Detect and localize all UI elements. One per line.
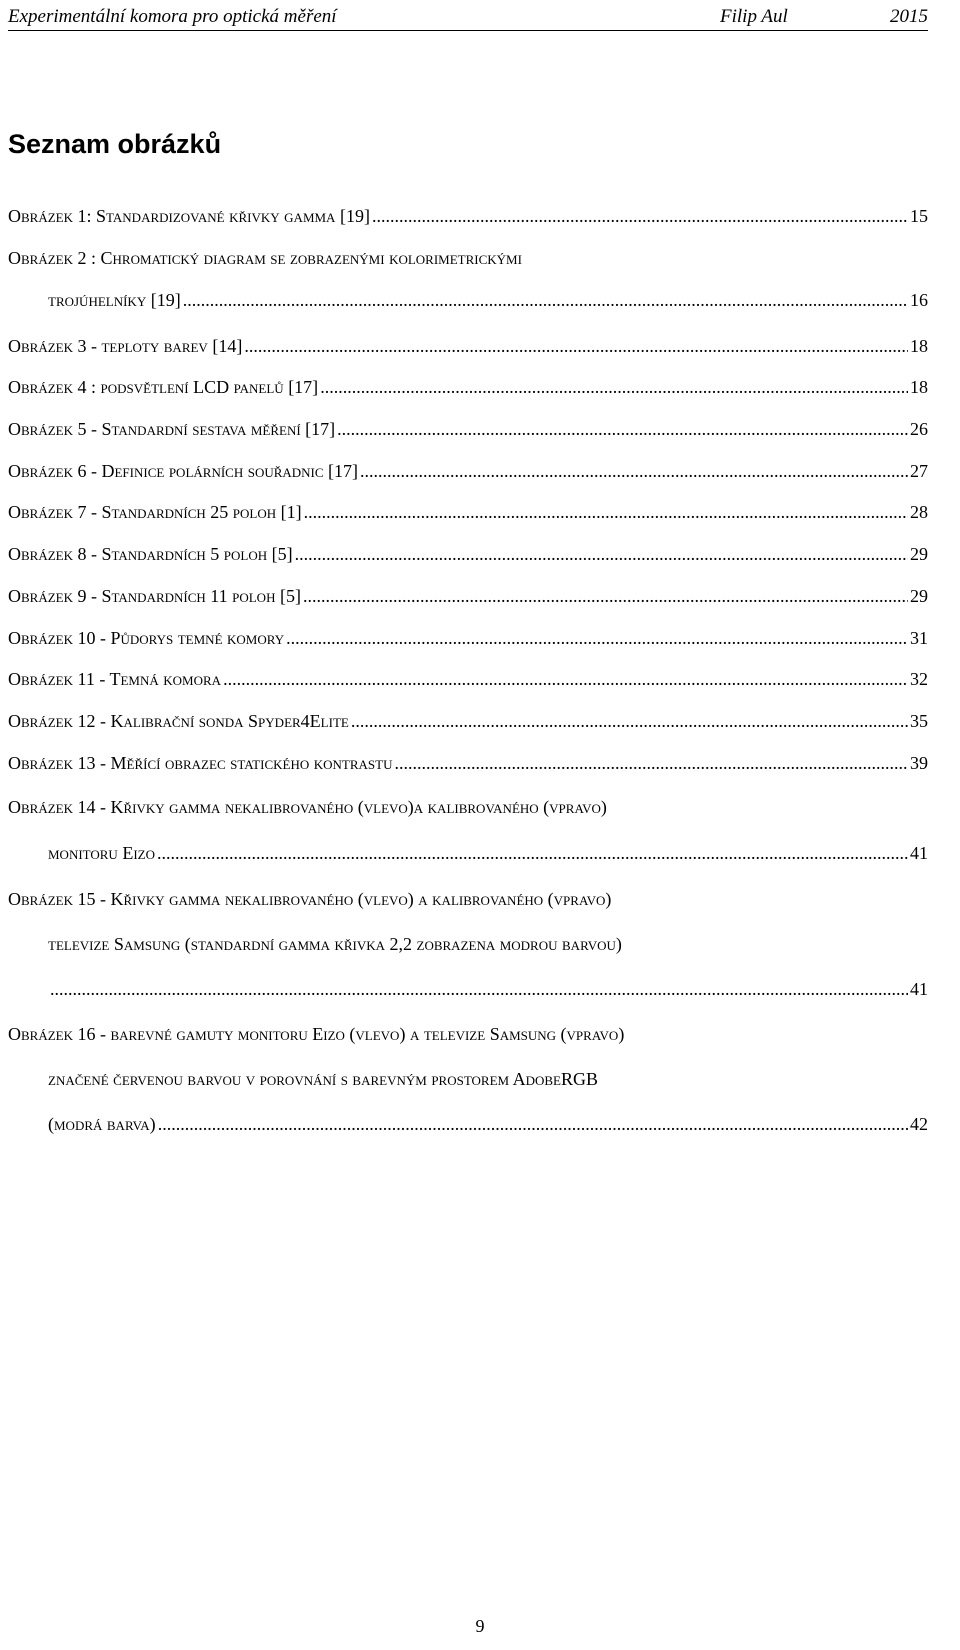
toc-entry-1[interactable]: Obrázek 1: Standardizované křivky gamma [19] ..... 15 [8, 201, 928, 231]
toc-entry-7[interactable]: Obrázek 7 - Standardních 25 poloh [1] ..... 28 [8, 497, 928, 527]
toc-entry-4[interactable]: Obrázek 4 : podsvětlení LCD panelů [17] ..... 18 [8, 372, 928, 402]
toc-entry-11[interactable]: Obrázek 11 - Temná komora ..... 32 [8, 664, 928, 694]
header-title: Experimentální komora pro optická měření [8, 6, 337, 27]
toc-entry-12[interactable]: Obrázek 12 - Kalibrační sonda Spyder4Elite ..... 35 [8, 706, 928, 736]
toc-entry-15-continued[interactable]: televize Samsung (standardní gamma křivka 2,2 zobrazena modrou barvou) [48, 934, 622, 954]
toc-entry-8[interactable]: Obrázek 8 - Standardních 5 poloh [5] ..... 29 [8, 539, 928, 569]
toc-entry-14-continued[interactable]: monitoru Eizo ..... 41 [48, 838, 928, 868]
toc-entry-10[interactable]: Obrázek 10 - Půdorys temné komory ..... 31 [8, 623, 928, 653]
header-author: Filip Aul [720, 6, 788, 27]
list-of-figures-heading: Seznam obrázků [8, 129, 222, 159]
toc-entry-2[interactable]: Obrázek 2 : Chromatický diagram se zobrazenými kolorimetrickými [8, 248, 522, 268]
toc-entry-15[interactable]: Obrázek 15 - Křivky gamma nekalibrovaného (vlevo) a kalibrovaného (vpravo) [8, 889, 612, 909]
header-year: 2015 [890, 6, 928, 27]
toc-entry-16-leader-line[interactable]: (modrá barva) ..... 42 [48, 1109, 928, 1139]
toc-entry-14[interactable]: Obrázek 14 - Křivky gamma nekalibrovaného (vlevo)a kalibrovaného (vpravo) [8, 797, 607, 817]
toc-entry-2-continued[interactable]: trojúhelníky [19] ..... 16 [48, 285, 928, 315]
toc-entry-3[interactable]: Obrázek 3 - teploty barev [14] ..... 18 [8, 331, 928, 361]
toc-entry-15-leader-line[interactable]: ..... 41 [48, 974, 928, 1004]
toc-entry-5[interactable]: Obrázek 5 - Standardní sestava měření [17] ..... 26 [8, 414, 928, 444]
running-header [8, 4, 928, 31]
toc-entry-9[interactable]: Obrázek 9 - Standardních 11 poloh [5] ..... 29 [8, 581, 928, 611]
page-number: 9 [475, 1616, 485, 1636]
toc-entry-13[interactable]: Obrázek 13 - Měřící obrazec statického kontrastu ..... 39 [8, 748, 928, 778]
toc-entry-6[interactable]: Obrázek 6 - Definice polárních souřadnic [17] ..... 27 [8, 456, 928, 486]
toc-entry-16-continued[interactable]: značené červenou barvou v porovnání s barevným prostorem AdobeRGB [48, 1069, 599, 1089]
toc-entry-16[interactable]: Obrázek 16 - barevné gamuty monitoru Eizo (vlevo) a televize Samsung (vpravo) [8, 1024, 625, 1044]
